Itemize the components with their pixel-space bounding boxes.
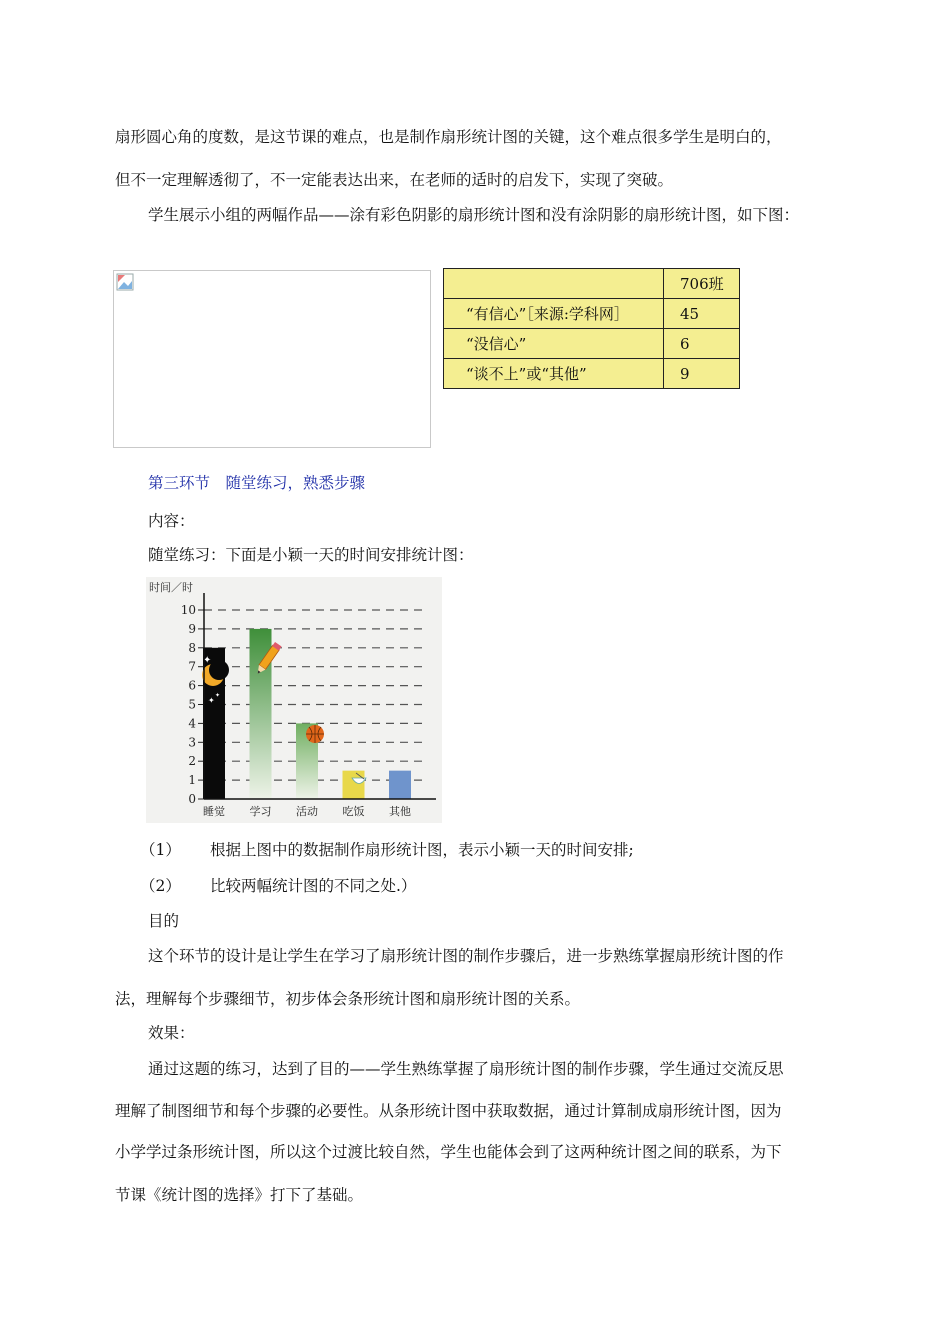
paragraph-line: 扇形圆心角的度数，是这节课的难点，也是制作扇形统计图的关键，这个难点很多学生是明白的， xyxy=(115,128,782,146)
table-cell: 9 xyxy=(664,359,740,389)
data-table xyxy=(443,268,740,389)
y-tick-label: 1 xyxy=(188,773,196,788)
table-row xyxy=(444,329,740,359)
broken-image-icon xyxy=(116,273,134,291)
x-tick-label: 睡觉 xyxy=(203,805,225,818)
paragraph-line: 节课《统计图的选择》打下了基础。 xyxy=(115,1186,364,1204)
table-row xyxy=(444,299,740,329)
star-icon: ✦ xyxy=(208,696,215,705)
paragraph-line: 通过这题的练习，达到了目的——学生熟练掌握了扇形统计图的制作步骤，学生通过交流反思 xyxy=(148,1060,784,1078)
section-heading: 第三环节 随堂练习，熟悉步骤 xyxy=(148,474,366,492)
table-cell: “没信心” xyxy=(444,329,664,359)
broken-image-placeholder xyxy=(113,270,431,448)
y-axis-label: 时间／时 xyxy=(149,581,193,594)
table-cell: 6 xyxy=(664,329,740,359)
y-tick-label: 0 xyxy=(188,792,196,806)
table-cell: 45 xyxy=(664,299,740,329)
table-cell: “有信心”［来源:学科网］ xyxy=(444,299,664,329)
table-cell: 706班 xyxy=(664,269,740,299)
star-icon: ✦ xyxy=(203,655,212,666)
y-tick-label: 4 xyxy=(188,716,196,731)
x-tick-label: 吃饭 xyxy=(342,805,365,818)
y-tick-label: 8 xyxy=(188,640,196,655)
table-header-row xyxy=(444,269,740,299)
y-tick-label: 2 xyxy=(188,754,196,769)
content-label: 内容： xyxy=(148,512,195,530)
purpose-label: 目的 xyxy=(148,912,180,930)
paragraph-line: 法，理解每个步骤细节，初步体会条形统计图和扇形统计图的关系。 xyxy=(115,990,581,1008)
effect-label: 效果： xyxy=(148,1024,195,1042)
y-tick-label: 7 xyxy=(188,659,196,674)
paragraph-line: 学生展示小组的两幅作品——涂有彩色阴影的扇形统计图和没有涂阴影的扇形统计图，如下图： xyxy=(148,206,800,224)
basketball-icon xyxy=(306,725,324,743)
x-tick-label: 活动 xyxy=(296,805,318,818)
bar-3 xyxy=(343,771,365,799)
bar-chart-svg xyxy=(146,577,442,823)
y-tick-label: 6 xyxy=(188,678,196,693)
y-tick-label: 5 xyxy=(188,697,196,712)
task-number: （1） xyxy=(140,841,181,859)
table-cell xyxy=(444,269,664,299)
task-number: （2） xyxy=(140,877,181,895)
y-tick-label: 9 xyxy=(188,621,196,636)
y-tick-label: 10 xyxy=(180,603,196,617)
task-text: 比较两幅统计图的不同之处.） xyxy=(210,877,417,895)
practice-intro: 随堂练习：下面是小颖一天的时间安排统计图： xyxy=(148,546,474,564)
bar-chart xyxy=(146,577,442,823)
bar-4 xyxy=(389,771,411,799)
x-tick-label: 学习 xyxy=(249,805,272,818)
paragraph-line: 小学学过条形统计图，所以这个过渡比较自然，学生也能体会到了这两种统计图之间的联系，为下 xyxy=(115,1143,782,1161)
x-tick-label: 其他 xyxy=(389,805,411,818)
task-text: 根据上图中的数据制作扇形统计图，表示小颖一天的时间安排; xyxy=(210,841,634,859)
table-row xyxy=(444,359,740,389)
table-cell: “谈不上”或“其他” xyxy=(444,359,664,389)
star-icon: ✦ xyxy=(215,692,221,699)
paragraph-line: 但不一定理解透彻了，不一定能表达出来，在老师的适时的启发下，实现了突破。 xyxy=(115,171,674,189)
paragraph-line: 理解了制图细节和每个步骤的必要性。从条形统计图中获取数据，通过计算制成扇形统计图，因为 xyxy=(115,1102,782,1120)
y-tick-label: 3 xyxy=(188,735,196,750)
paragraph-line: 这个环节的设计是让学生在学习了扇形统计图的制作步骤后，进一步熟练掌握扇形统计图的作 xyxy=(148,947,784,965)
